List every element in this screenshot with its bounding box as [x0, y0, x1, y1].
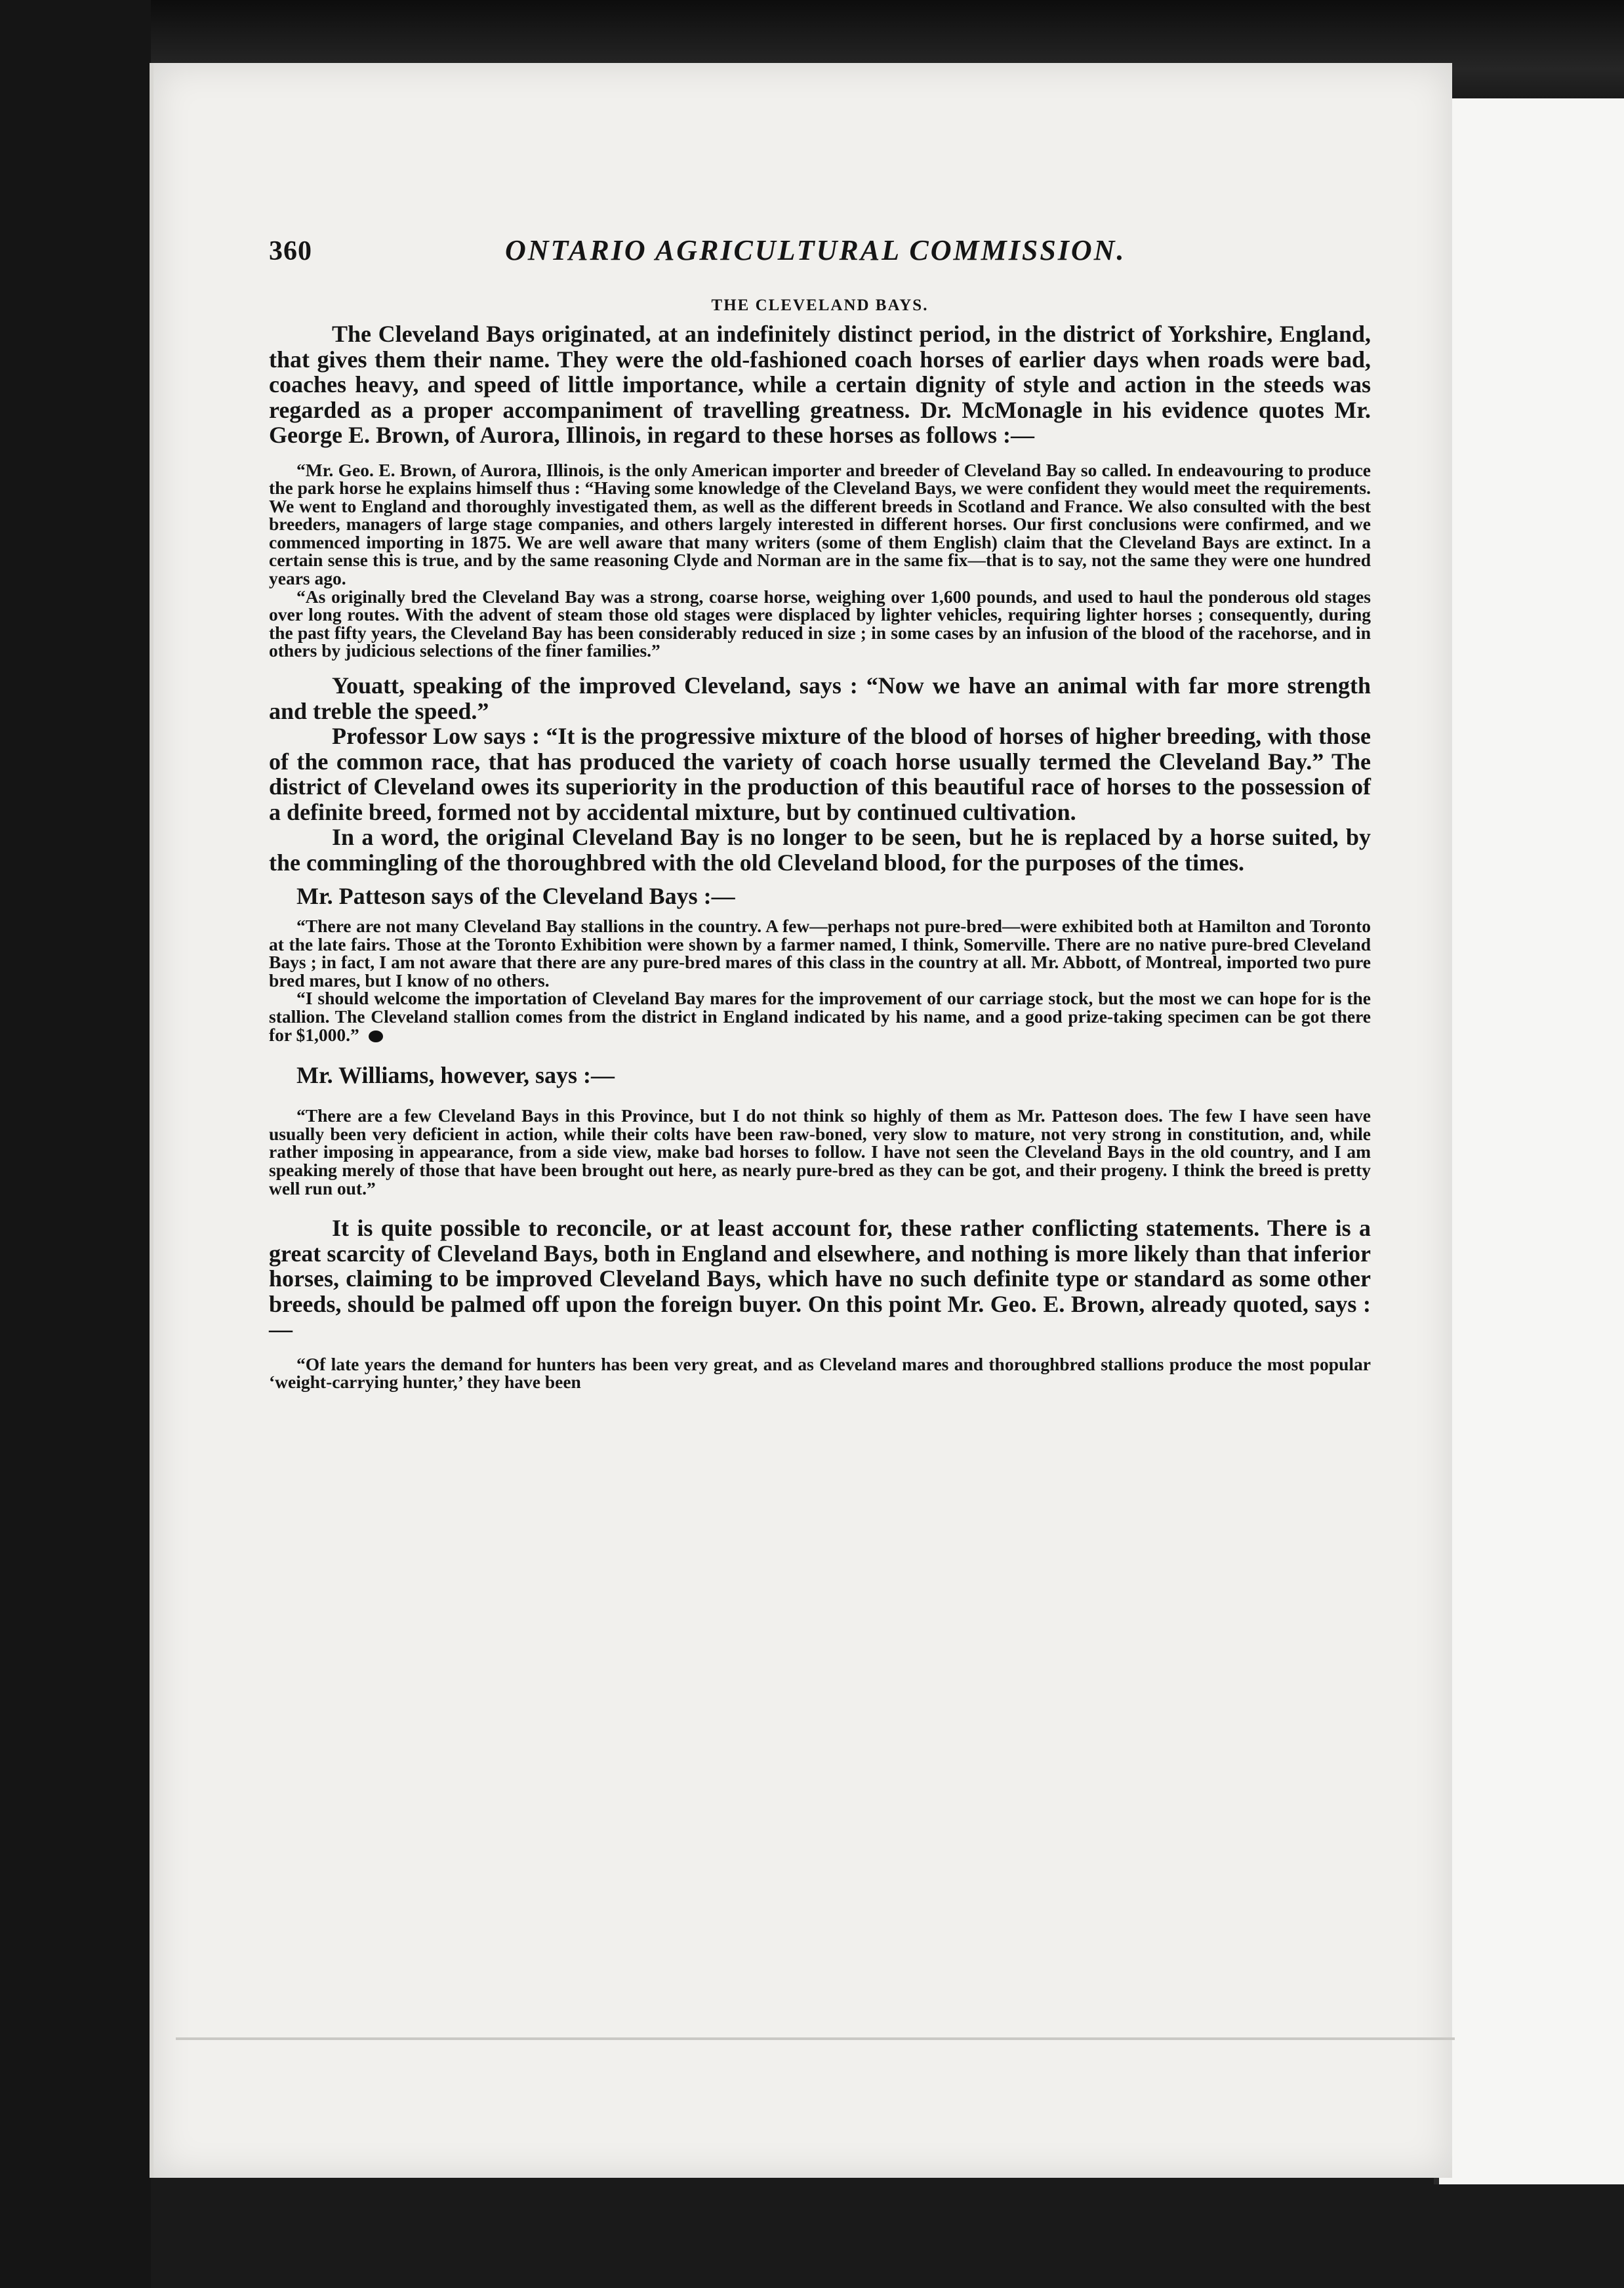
page-number: 360	[269, 236, 312, 266]
section-title: THE CLEVELAND BAYS.	[711, 296, 929, 314]
running-header	[269, 234, 1371, 279]
paragraph-in-a-word: In a word, the original Cleveland Bay is no longer to be seen, but he is replaced by a horse suited, by the commingling of the thoroughbred with the old Cleveland blood, for the purposes of the times.	[269, 824, 1371, 876]
quote-brown-2: “As originally bred the Cleveland Bay was a strong, coarse horse, weighing over 1,600 pounds, and used to haul the ponderous old stages over long routes. With the advent of steam those old stages were displaced by lighter vehicles, requiring lighter horses ; consequently, during the past fifty years, the Cleveland Bay has been considerably reduced in size ; in some cases by an infusion of the blood of the racehorse, and in others by judicious selections of the finer families.”	[269, 586, 1371, 661]
quote-brown-1: “Mr. Geo. E. Brown, of Aurora, Illinois, is the only American importer and breeder of Cleveland Bay so called. In endeavouring to produce the park horse he explains himself thus : “Having some knowledge of the Cleveland Bays, we were confident they would meet the requirements. We went to England and thoroughly investigated them, as well as the different breeds in Scotland and France. We also consulted with the best breeders, managers of large stage companies, and others largely interested in different horses. Our first conclusions were confirmed, and we commenced importing in 1875. We are well aware that many writers (some of them English) claim that the Cleveland Bays are extinct. In a certain sense this is true, and by the same reasoning Clyde and Norman are in the same fix—that is to say, not the same they were one hundred years ago.	[269, 459, 1371, 589]
running-title: ONTARIO AGRICULTURAL COMMISSION.	[505, 234, 1126, 266]
paragraph-reconcile: It is quite possible to reconcile, or at least account for, these rather conflicting statements. There is a great scarcity of Cleveland Bays, both in England and elsewhere, and nothing is more likely than that inferior horses, claiming to be improved Cleveland Bays, which have no such definite type or standard as some other breeds, should be palmed off upon the foreign buyer. On this point Mr. Geo. E. Brown, already quoted, says :—	[269, 1215, 1371, 1343]
paragraph-origin: The Cleveland Bays originated, at an indefinitely distinct period, in the district of Yorkshire, England, that gives them their name. They were the old-fashioned coach horses of earlier days when roads were bad, coaches heavy, and speed of little importance, while a certain dignity of style and action in the steeds was regarded as a proper accompaniment of travelling greatness. Dr. McMonagle in his evidence quotes Mr. George E. Brown, of Aurora, Illinois, in regard to these horses as follows :—	[269, 321, 1371, 448]
paragraph-low: Professor Low says : “It is the progressive mixture of the blood of horses of higher breeding, with those of the common race, that has produced the variety of coach horse usually termed the Cleveland Bay.” The district of Cleveland owes its superiority in the production of this beautiful race of horses to the possession of a definite breed, formed not by accidental mixture, but by continued cultivation.	[269, 723, 1371, 825]
ink-blot-mark	[369, 1031, 383, 1042]
page-bottom-rule	[176, 2037, 1455, 2040]
quote-patteson-2	[269, 989, 1371, 1044]
quote-williams: “There are a few Cleveland Bays in this Province, but I do not think so highly of them as Mr. Patteson does. The few I have seen have usually been very deficient in action, while their colts have been raw-boned, very slow to mature, not very strong in constitution, and, while rather imposing in appearance, from a side view, make bad horses to follow. I have not seen the Cleveland Bays in the old country, and I am speaking merely of those that have been brought out here, as nearly pure-bred as they can be got, and their progeny. I think the breed is pretty well run out.”	[269, 1105, 1371, 1198]
scan-background-left	[0, 0, 151, 2288]
quote-patteson-1: “There are not many Cleveland Bay stallions in the country. A few—perhaps not pure-bred—were exhibited both at Hamilton and Toronto at the late fairs. Those at the Toronto Exhibition were shown by a farmer named, I think, Somerville. There are no native pure-bred Cleveland Bays ; in fact, I am not aware that there are any pure-bred mares of this class in the country at all. Mr. Abbott, of Montreal, imported two pure bred mares, but I know of no others.	[269, 916, 1371, 991]
intro-patteson: Mr. Patteson says of the Cleveland Bays :—	[296, 883, 735, 910]
quote-brown-hunters: “Of late years the demand for hunters has been very great, and as Cleveland mares and thoroughbred stallions produce the most popular ‘weight-carrying hunter,’ they have been	[269, 1353, 1371, 1393]
adjacent-page-edge	[1434, 98, 1624, 2184]
intro-williams: Mr. Williams, however, says :—	[296, 1062, 615, 1089]
page-content	[269, 234, 1371, 1391]
paragraph-youatt: Youatt, speaking of the improved Cleveland, says : “Now we have an animal with far more strength and treble the speed.”	[269, 672, 1371, 724]
quote-patteson-2-text: “I should welcome the importation of Cleveland Bay mares for the improvement of our carriage stock, but the most we can hope for is the stallion. The Cleveland stallion comes from the district in England indicated by his name, and a good prize-taking specimen can be got there for $1,000.”	[269, 988, 1371, 1045]
